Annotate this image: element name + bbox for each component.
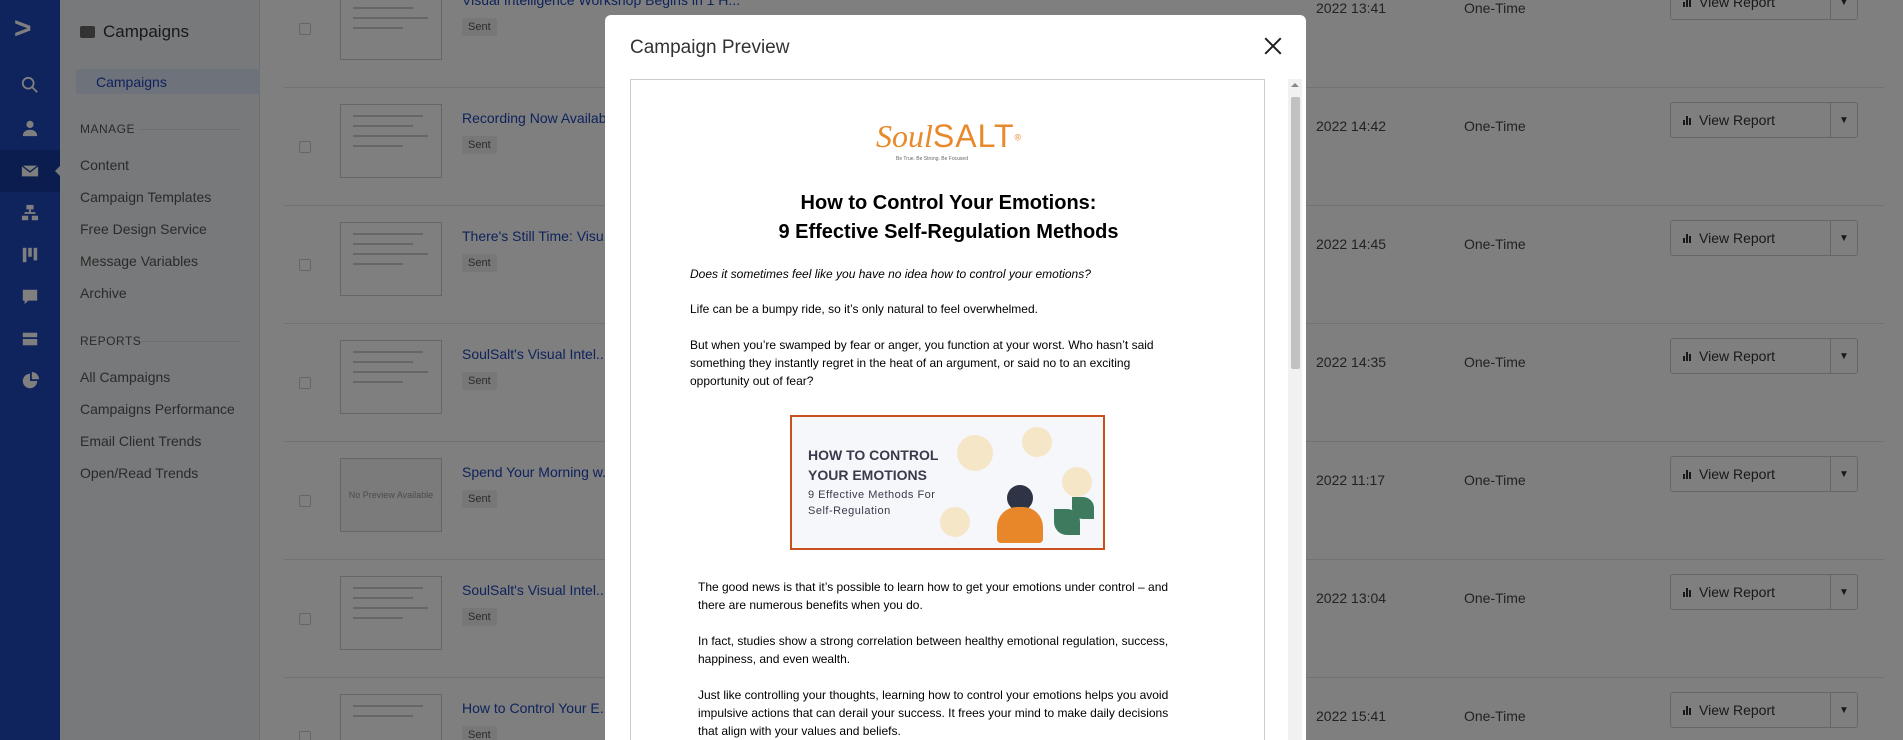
banner-title-line-1: HOW TO CONTROL — [808, 447, 939, 463]
banner-bubble — [1062, 467, 1092, 497]
banner-subtitle-line-2: Self-Regulation — [808, 505, 891, 517]
email-banner-image — [790, 415, 1105, 550]
banner-bubble — [1022, 427, 1052, 457]
banner-title — [808, 445, 938, 485]
scrollbar-thumb[interactable] — [1291, 97, 1300, 369]
soulsalt-logo — [876, 118, 1022, 162]
logo-soul-text: Soul — [876, 118, 933, 154]
email-headline-1: How to Control Your Emotions: — [800, 192, 1097, 214]
email-paragraph-5: In fact, studies show a strong correlation between healthy emotional regulation, success, happiness, and even wealth. — [698, 634, 1169, 666]
banner-bubble — [957, 435, 993, 471]
banner-subtitle — [808, 487, 935, 519]
email-paragraph-6: Just like controlling your thoughts, learning how to control your emotions helps you avoid impulsive actions that can derail your success. It frees your mind to make daily decisions that align with your values and beliefs. — [698, 688, 1169, 738]
email-paragraph-1: Does it sometimes feel like you have no idea how to control your emotions? — [690, 267, 1091, 281]
close-icon[interactable] — [1262, 35, 1284, 57]
campaign-preview-modal — [605, 15, 1306, 740]
preview-scrollbar[interactable] — [1288, 79, 1302, 740]
banner-bubble — [940, 507, 970, 537]
logo-salt-text: SALT — [932, 118, 1015, 154]
logo-registered-mark: ® — [1014, 132, 1022, 143]
logo-tagline: Be True. Be Strong. Be Focused — [896, 156, 968, 162]
scroll-up-icon[interactable] — [1291, 83, 1299, 87]
email-paragraph-3: But when you’re swamped by fear or anger, you function at your worst. Who hasn’t said something they instantly regret in the heat of an argument, or said no to an exciting opportunity out of fear? — [690, 338, 1154, 388]
banner-title-line-2: YOUR EMOTIONS — [808, 467, 928, 483]
banner-leaf — [1072, 497, 1094, 519]
banner-subtitle-line-1: 9 Effective Methods For — [808, 489, 936, 501]
email-preview-frame[interactable] — [630, 79, 1265, 740]
email-paragraph-2: Life can be a bumpy ride, so it’s only natural to feel overwhelmed. — [690, 302, 1038, 316]
email-headline-2: 9 Effective Self-Regulation Methods — [778, 221, 1119, 243]
email-paragraph-4: The good news is that it’s possible to learn how to get your emotions under control – and there are numerous benefits when you do. — [698, 580, 1169, 612]
banner-person — [997, 507, 1043, 543]
modal-title: Campaign Preview — [630, 37, 790, 58]
